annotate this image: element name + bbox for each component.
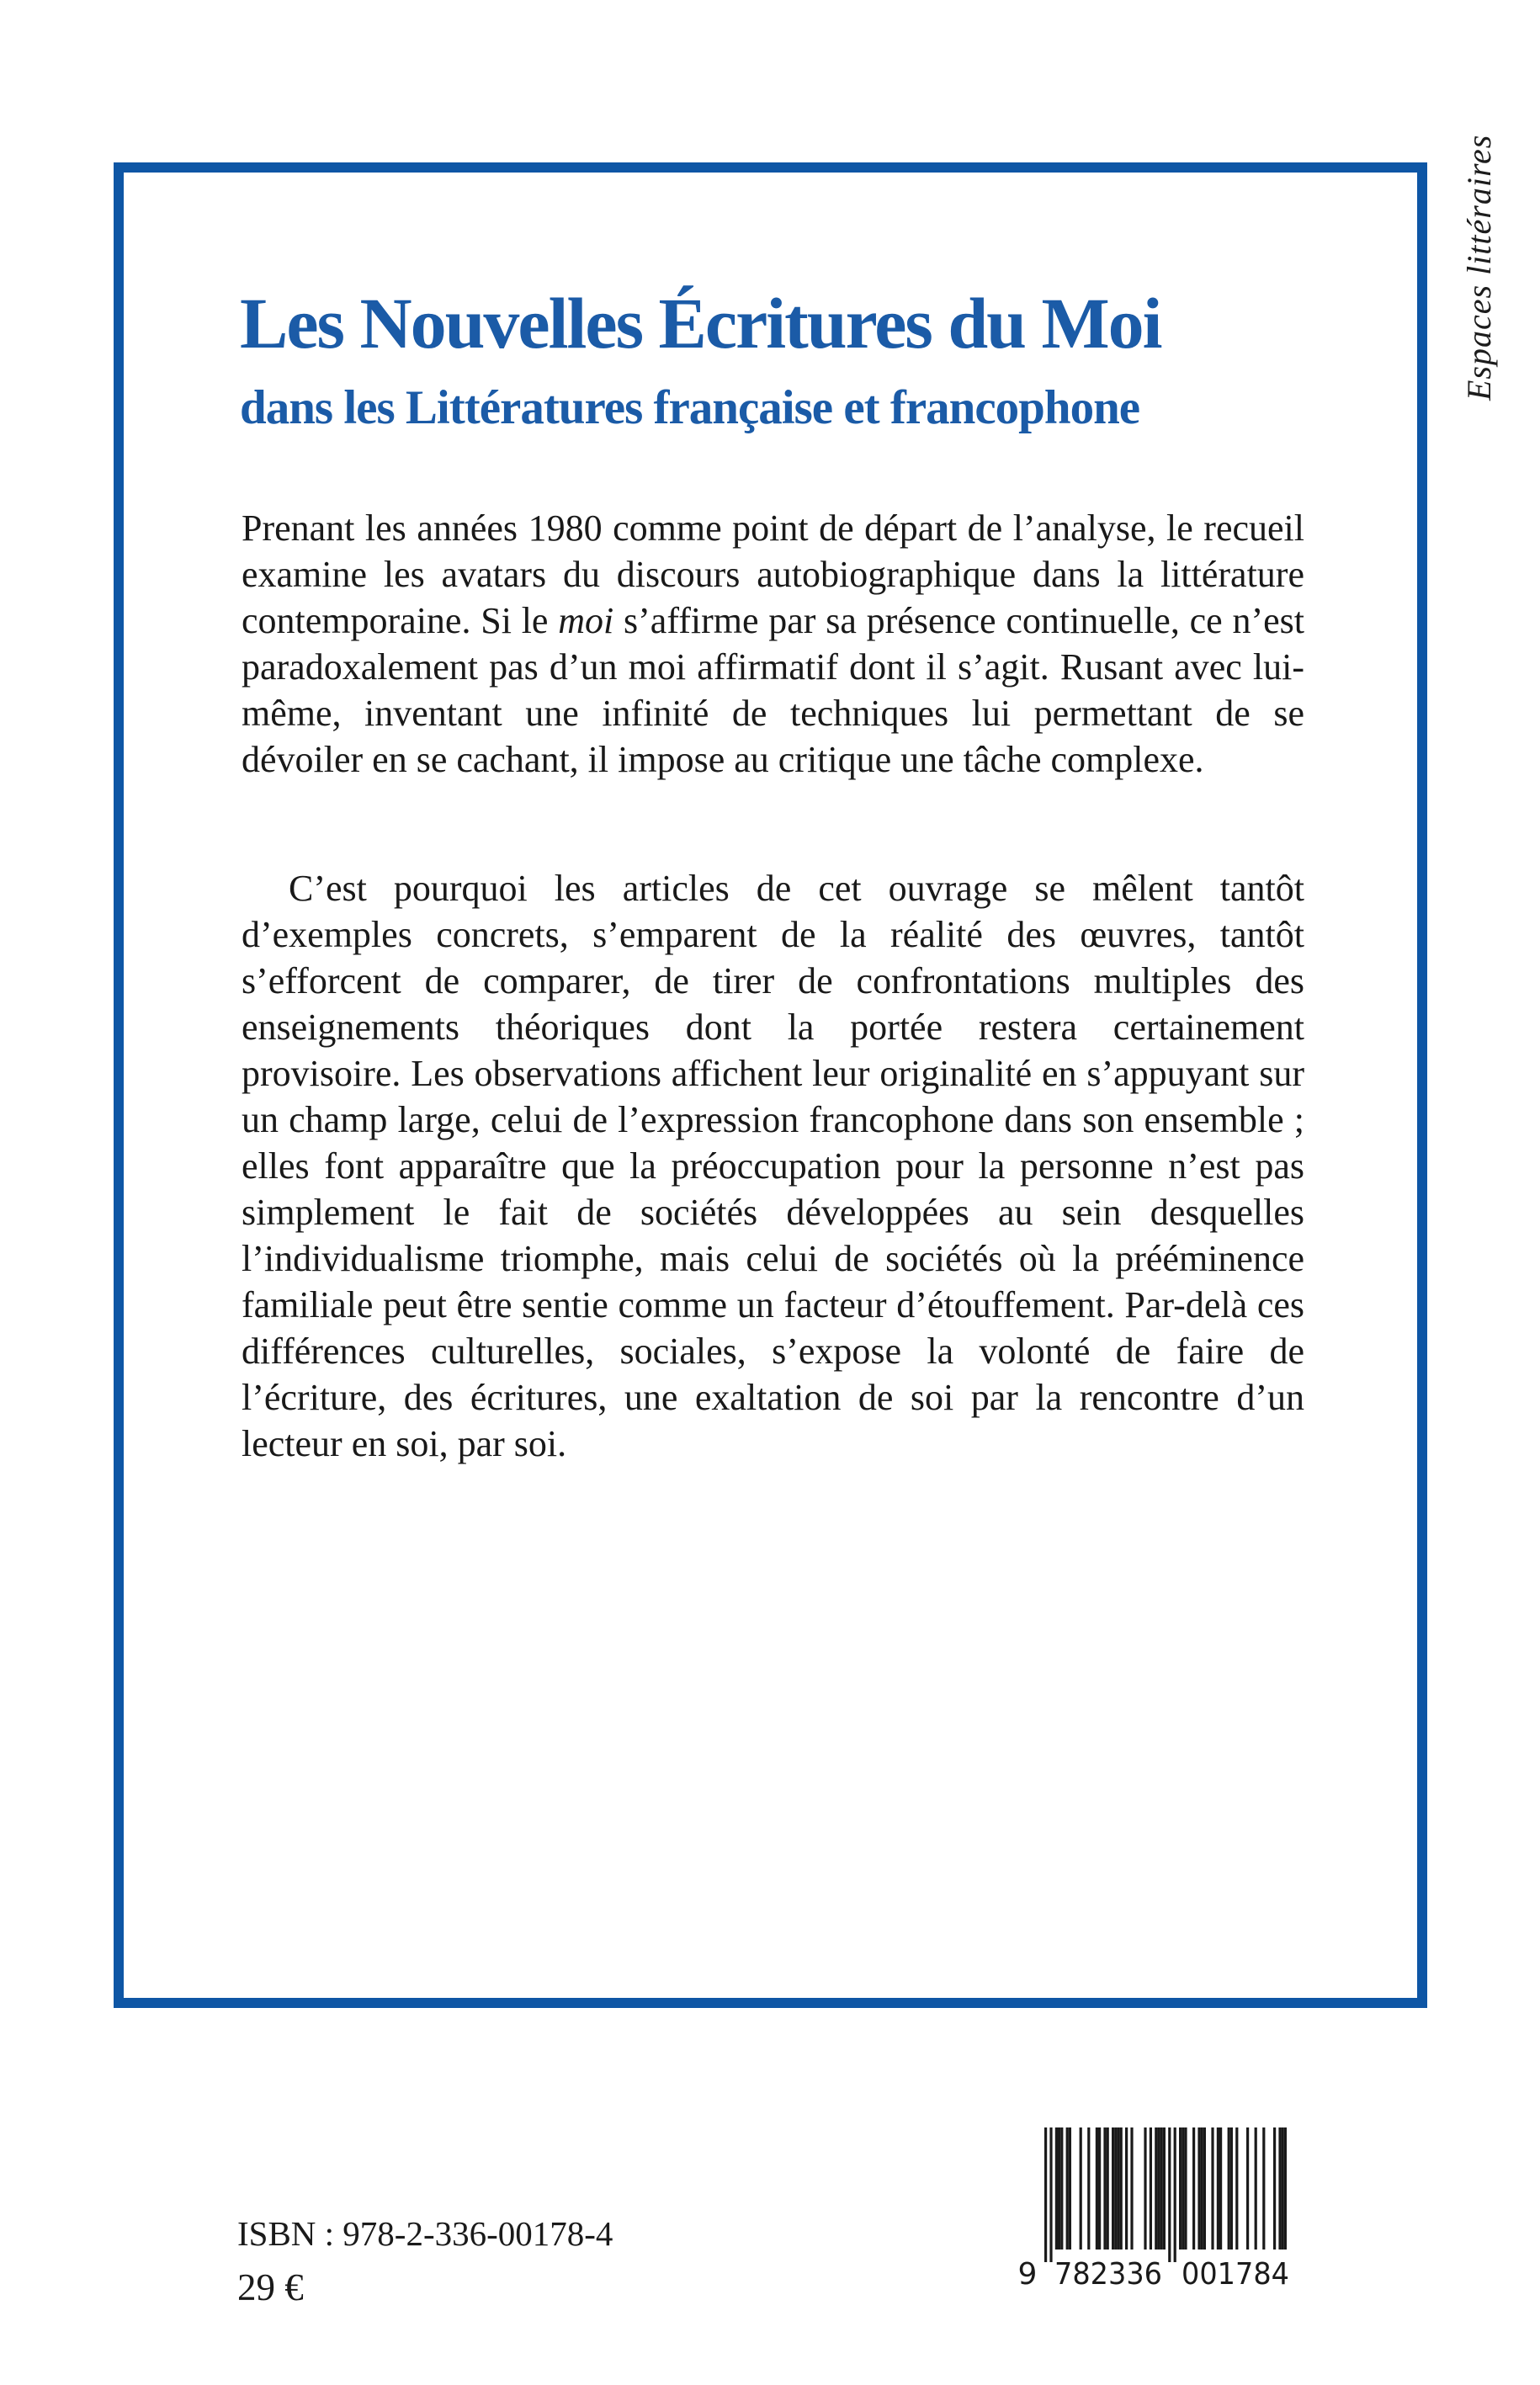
barcode-bar: [1211, 2127, 1213, 2250]
barcode-bar: [1155, 2127, 1157, 2250]
barcode-bar: [1107, 2127, 1109, 2250]
synopsis-paragraph-1: [242, 505, 1304, 783]
barcode-bar: [1044, 2127, 1047, 2262]
barcode-bar: [1157, 2127, 1160, 2250]
barcode-bar: [1235, 2127, 1238, 2250]
barcode-bar: [1144, 2127, 1146, 2250]
barcode-bar: [1112, 2127, 1114, 2250]
ean-barcode: [1014, 2127, 1309, 2289]
barcode-bar: [1192, 2127, 1195, 2250]
barcode-bar: [1120, 2127, 1123, 2250]
synopsis: [242, 505, 1304, 1467]
barcode-bar: [1087, 2127, 1090, 2250]
barcode-bar: [1125, 2127, 1128, 2250]
price-text: 29 €: [237, 2266, 304, 2308]
barcode-bar: [1098, 2127, 1101, 2250]
barcode-digits: 782336: [1054, 2257, 1162, 2289]
barcode-bar: [1058, 2127, 1060, 2250]
barcode-bar: [1060, 2127, 1063, 2250]
barcode-bar: [1163, 2127, 1166, 2250]
barcode-bar: [1201, 2127, 1203, 2250]
barcode-bar: [1228, 2127, 1230, 2250]
barcode-bar: [1174, 2127, 1176, 2262]
barcode-bar: [1278, 2127, 1281, 2250]
barcode-bar: [1168, 2127, 1171, 2262]
barcode-bar: [1117, 2127, 1119, 2250]
barcode-digits: 9: [1017, 2257, 1038, 2289]
synopsis-paragraph-2: C’est pourquoi les articles de cet ouvrage se mêlent tantôt d’exemples concrets, s’emparent de la réalité des œuvres, tantôt s’efforcent de comparer, de tirer de confrontations multiples des enseignements théoriques dont la portée restera certainement provisoire. Les observations affichent leur originalité en s’appuyant sur un champ large, celui de l’expression francophone dans son ensemble ; elles font apparaître que la préoccupation pour la personne n’est pas simplement le fait de sociétés développées au sein desquelles l’individualisme triomphe, mais celui de sociétés où la prééminence familiale peut être sentie comme un facteur d’étouffement. Par-delà ces différences culturelles, sociales, s’expose la volonté de faire de l’écriture, des écritures, une exaltation de soi par la rencontre d’un lecteur en soi, par soi.: [242, 868, 1304, 1464]
barcode-bar: [1262, 2127, 1265, 2250]
barcode-bar: [1130, 2127, 1133, 2250]
paragraph-1-italic-word: moi: [558, 600, 614, 641]
paragraph-1-text-end: s’affirme par sa présence continuelle, ce n’est paradoxalement pas d’un moi affirmatif dont il s’agit. Rusant avec lui-même, inventant une infinité de techniques lui permettant de se dévoiler en se cachant, il impose au critique une tâche complexe.: [242, 600, 1304, 780]
barcode-bar: [1103, 2127, 1106, 2250]
barcode-bar: [1096, 2127, 1098, 2250]
barcode-bar: [1069, 2127, 1071, 2250]
barcode-bar: [1284, 2127, 1287, 2250]
book-title: Les Nouvelles Écritures du Moi: [240, 283, 1161, 364]
isbn-text: ISBN : 978-2-336-00178-4: [237, 2214, 613, 2253]
barcode-bar: [1203, 2127, 1206, 2250]
barcode-bar: [1197, 2127, 1200, 2250]
barcode-bar: [1217, 2127, 1219, 2250]
barcode-digits: 001784: [1182, 2257, 1289, 2289]
barcode-bar: [1184, 2127, 1187, 2250]
barcode-bar: [1282, 2127, 1284, 2250]
barcode-bar: [1150, 2127, 1152, 2250]
ean-barcode-svg: [1014, 2127, 1309, 2289]
barcode-bar: [1246, 2127, 1249, 2250]
barcode-bar: [1255, 2127, 1257, 2250]
book-subtitle: dans les Littératures française et francophone: [240, 381, 1140, 434]
paragraph-1-text-start: Prenant les années 1980 comme point de départ de l’analyse, le recueil examine les avatars du discours autobiographique dans la littérature contemporaine. Si le: [242, 507, 1304, 641]
barcode-bar: [1179, 2127, 1182, 2250]
barcode-bar: [1230, 2127, 1233, 2250]
barcode-bar: [1160, 2127, 1163, 2250]
barcode-bar: [1055, 2127, 1058, 2250]
barcode-bar: [1273, 2127, 1276, 2250]
footer-info: [237, 2212, 613, 2309]
barcode-bar: [1182, 2127, 1184, 2250]
barcode-bar: [1066, 2127, 1069, 2250]
barcode-bar: [1219, 2127, 1222, 2250]
title-block: [240, 284, 1309, 434]
barcode-bar: [1080, 2127, 1082, 2250]
barcode-bar: [1049, 2127, 1052, 2262]
barcode-bar: [1114, 2127, 1117, 2250]
collection-label: Espaces littéraires: [1460, 134, 1498, 401]
